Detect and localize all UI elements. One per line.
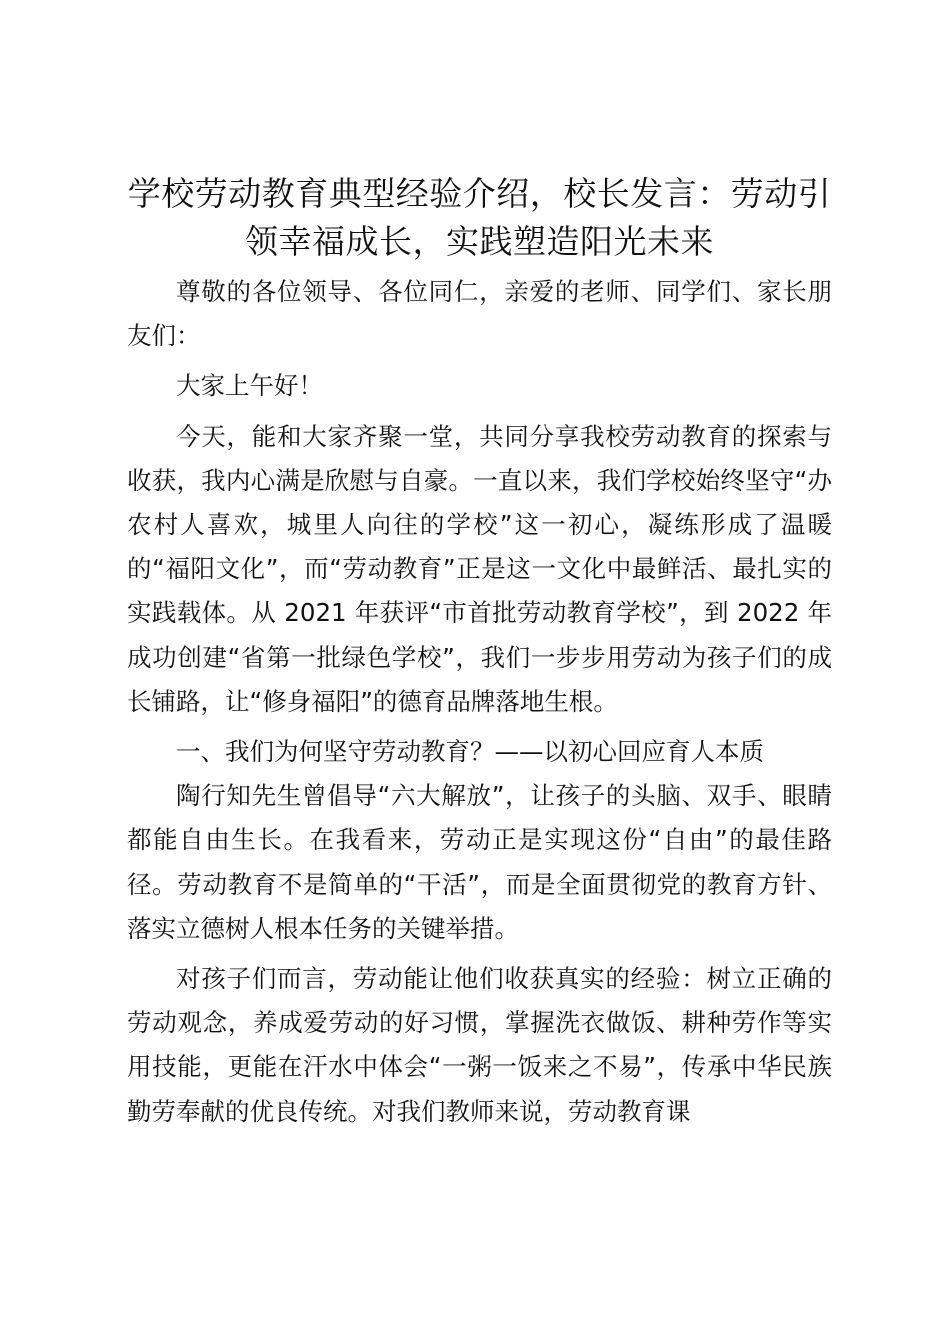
section-heading-1: 一、我们为何坚守劳动教育？——以初心回应育人本质 bbox=[176, 737, 764, 767]
intro-paragraph: 今天，能和大家齐聚一堂，共同分享我校劳动教育的探索与收获，我内心满是欣慰与自豪。一直以来，我们学校始终坚守“办农村人喜欢，城里人向往的学校”这一初心，凝练形成了温暖的“福阳文化”，而“劳动教育”正是这一文化中最鲜活、最扎实的实践载体。从 2021 年获评“市首批劳动教育学校”，到 2022 年成功创建“省第一批绿色学校”，我们一步步用劳动为孩子们的成长铺路，让“修身福阳”的德育品牌落地生根。 bbox=[127, 421, 832, 716]
salutation-paragraph: 尊敬的各位领导、各位同仁，亲爱的老师、同学们、家长朋友们： bbox=[127, 277, 832, 351]
body-paragraph-children: 对孩子们而言，劳动能让他们收获真实的经验：树立正确的劳动观念，养成爱劳动的好习惯，掌握洗衣做饭、耕种劳作等实用技能，更能在汗水中体会“一粥一饭来之不易”，传承中华民族勤劳奉献的优良传统。对我们教师来说，劳动教育课 bbox=[127, 964, 832, 1126]
body-paragraph-tao: 陶行知先生曾倡导“六大解放”，让孩子的头脑、双手、眼睛都能自由生长。在我看来，劳动正是实现这份“自由”的最佳路径。劳动教育不是简单的“干活”，而是全面贯彻党的教育方针、落实立德树人根本任务的关键举措。 bbox=[127, 781, 832, 943]
document-title: 学校劳动教育典型经验介绍，校长发言：劳动引领幸福成长，实践塑造阳光未来 bbox=[127, 174, 832, 261]
document-page bbox=[127, 170, 832, 1134]
greeting-paragraph: 大家上午好！ bbox=[176, 371, 323, 401]
